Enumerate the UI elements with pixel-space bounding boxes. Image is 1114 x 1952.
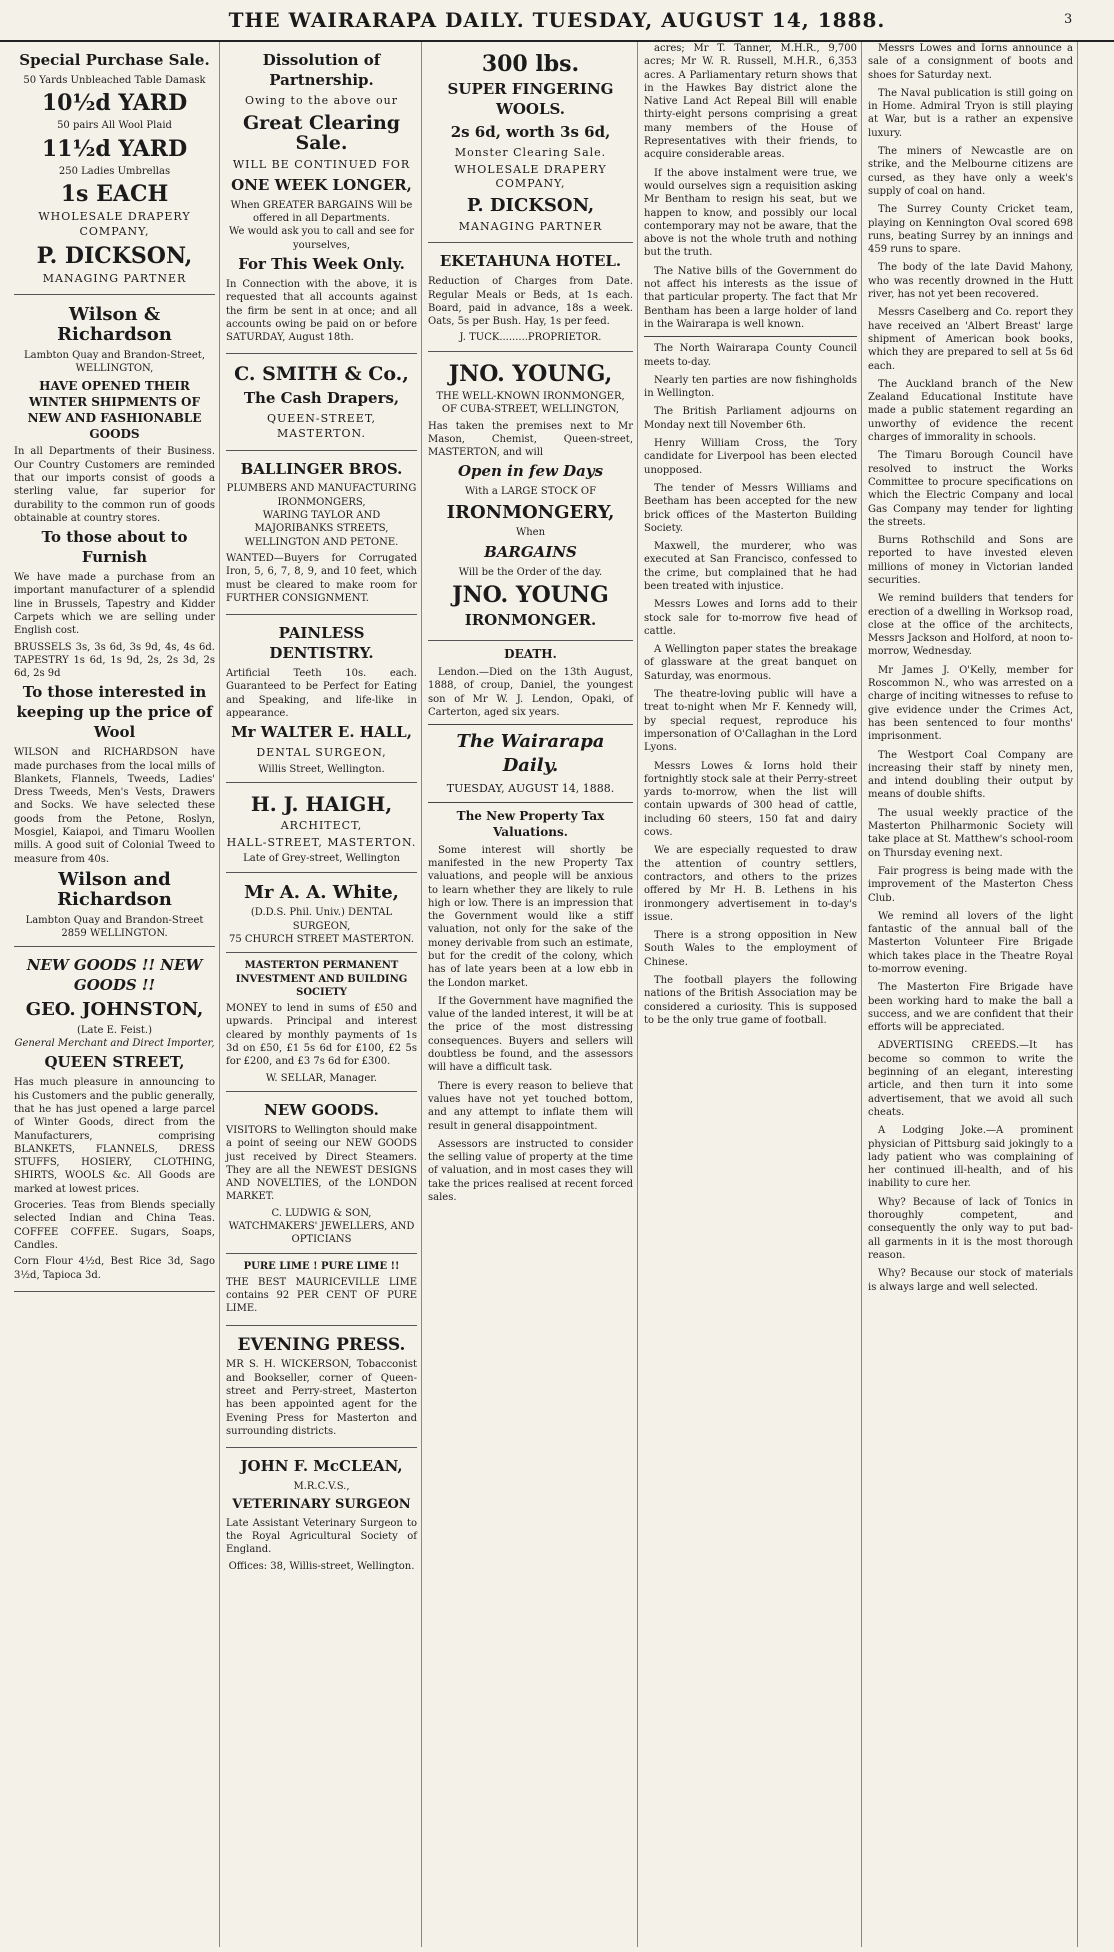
ad-role: MANAGING PARTNER (42, 271, 187, 285)
geo-johnston-ad (14, 947, 215, 1292)
ad-late: (Late E. Feist.) (76, 1024, 152, 1036)
white-dentist-ad (226, 873, 417, 954)
ad-close-role: IRONMONGER. (464, 611, 597, 630)
news-item: The body of the late David Mahony, who was recently drowned in the Hutt river, has not yet been recovered. (868, 262, 1073, 301)
masthead-title: THE WAIRARAPA DAILY. TUESDAY, AUGUST 14, 1888. (228, 8, 886, 32)
news-item: The British Parliament adjourns on Monday next till November 6th. (644, 406, 857, 431)
ad-name: H. J. HAIGH, (250, 792, 393, 817)
ad-text: MR S. H. WICKERSON, Tobacconist and Bookseller, corner of Queen-street and Perry-street, Masterton has been appointed agent for the Evening Press for Masterton and surrounding districts. (226, 1359, 417, 1437)
news-item: The Surrey County Cricket team, playing on Kennington Oval scored 698 runs, beating Surrey by an innings and 459 runs to spare. (868, 204, 1073, 256)
ad-address: WARING TAYLOR AND MAJORIBANKS STREETS, WELLINGTON AND PETONE. (244, 510, 399, 548)
ad-role: General Merchant and Direct Importer, (14, 1038, 215, 1050)
paper-date: TUESDAY, AUGUST 14, 1888. (446, 782, 615, 796)
news-item: We remind all lovers of the light fantastic of the annual ball of the Masterton Volunteer Fire Brigade which takes place in the Theatre Royal to-morrow evening. (868, 910, 1073, 975)
ad-price: 10½d YARD (41, 90, 188, 117)
ballinger-ad (226, 451, 417, 616)
fingering-wools-ad (428, 42, 633, 243)
news-item: Messrs Lowes and Iorns add to their stock sale for to-morrow five head of cattle. (644, 599, 857, 637)
ad-name: Mr WALTER E. HALL, (231, 723, 412, 742)
ad-name: JOHN F. McCLEAN, (240, 1457, 403, 1476)
ad-title: EVENING PRESS. (237, 1334, 406, 1355)
ad-title: MASTERTON PERMANENT INVESTMENT AND BUILDING SOCIETY (235, 960, 408, 998)
special-purchase-ad (14, 42, 215, 295)
c-smith-ad (226, 354, 417, 450)
ad-for: For This Week Only. (238, 255, 405, 274)
news-item: The North Wairarapa County Council meets to-day. (644, 343, 857, 368)
news-item: Messrs Lowes and Iorns announce a sale of a consignment of boots and shoes for Saturday next. (868, 43, 1073, 81)
ad-price: 1s EACH (60, 181, 169, 208)
news-item: Why? Because of lack of Tonics in thoroughly competent, and consequently the only way to put bad-all garments in it is the most thorough reason. (868, 1196, 1073, 1261)
ad-subtitle: To those interested in keeping up the price of Wool (16, 683, 213, 742)
eketahuna-hotel-ad (428, 243, 633, 351)
ad-address: Lambton Quay and Brandon-Street 2859 WELLINGTON. (25, 914, 204, 939)
ad-role: (D.D.S. Phil. Univ.) DENTAL SURGEON, (250, 907, 393, 932)
news-item: A Lodging Joke.—A prominent physician of Pittsburg said jokingly to a lady patient who was complaining of her continued ill-health, and of his inability to cure her. (868, 1125, 1073, 1190)
ad-call: We would ask you to call and see for yourselves, (229, 226, 414, 251)
news-item: A Wellington paper states the breakage of glassware at the great banquet on Saturday, was enormous. (644, 644, 857, 682)
news-item: Henry William Cross, the Tory candidate for Liverpool has been elected unopposed. (644, 438, 857, 476)
ad-title: Dissolution of Partnership. (262, 51, 381, 89)
ad-price: 2s 6d, worth 3s 6d, (450, 123, 611, 142)
ad-ironmongery: IRONMONGERY, (446, 501, 615, 523)
ad-firm: WHOLESALE DRAPERY COMPANY, (454, 162, 607, 191)
veterinary-ad (226, 1448, 417, 1579)
ad-title: PAINLESS DENTISTRY. (269, 624, 374, 663)
page-columns (10, 42, 1104, 1947)
ad-quantity: 300 lbs. (481, 51, 580, 77)
ad-proprietor: J. TUCK.........PROPRIETOR. (459, 332, 602, 344)
ad-sub: SUPER FINGERING WOOLS. (447, 80, 614, 119)
building-society-ad (226, 953, 417, 1092)
ad-credentials: M.R.C.V.S., (293, 1481, 350, 1493)
news-item: The Auckland branch of the New Zealand Educational Institute have made a public statement regarding an unworthy of evidence the recent charges of immorality in schools. (868, 378, 1073, 444)
death-notice (428, 647, 633, 719)
ad-text: VISITORS to Wellington should make a point of seeing our NEW GOODS just received by Direct Steamers. They are all the NEWEST DESIGNS AND NOVELTIES, of the LONDON MARKET. (226, 1124, 417, 1203)
ad-text: Late Assistant Veterinary Surgeon to the Royal Agricultural Society of England. (226, 1517, 417, 1556)
ad-role: DENTAL SURGEON, (256, 746, 387, 760)
ad-title: NEW GOODS. (264, 1100, 379, 1119)
ad-headline: Great Clearing Sale. (242, 111, 401, 155)
ad-firm: C. SMITH & Co., (234, 363, 409, 386)
news-item: The Timaru Borough Council have resolved to instruct the Works Committee to procure specifications on which the Electric Company and local Gas Company may tender for lighting the streets. (868, 450, 1073, 528)
ad-firm: C. LUDWIG & SON, WATCHMAKERS' JEWELLERS, AND OPTICIANS (228, 1207, 415, 1246)
article-paragraph: Some interest will shortly be manifested in the new Property Tax valuations, and people will be anxious to learn whether they are likely to rule high or low. There is an impression that the Government would like a stiff valuation, not only for the sake of the money derivable from such an estimate, but for the credit of the colony, which has of late years been at a low ebb in the London market. (428, 844, 633, 989)
ad-will: Will be the Order of the day. (458, 566, 603, 578)
ad-text: We have made a purchase from an important manufacturer of a splendid line in Brussels, Tapestry and Kidder Carpets which we are selling under English cost. (14, 572, 215, 637)
column-1 (10, 42, 220, 1947)
ad-duration: ONE WEEK LONGER, (231, 175, 412, 194)
news-item: The Native bills of the Government do not affect his interests as the issue of that particular property. The fact that Mr Bentham has been a large holder of land in the Wairarapa is well known. (644, 265, 857, 330)
ad-owner: P. DICKSON, (466, 194, 595, 216)
ad-line: 50 pairs All Wool Plaid (57, 120, 172, 132)
ad-title: PURE LIME ! PURE LIME !! (243, 1260, 400, 1272)
ad-title: Special Purchase Sale. (19, 51, 210, 69)
death-title: DEATH. (504, 647, 557, 662)
paper-name: The Wairarapa Daily. (456, 731, 605, 777)
ad-title: Wilson & Richardson (57, 304, 172, 346)
news-item: We remind builders that tenders for erection of a dwelling in Worksop road, close at the office of the architects, Messrs Jackson and Holford, at noon to-morrow, Wednesday. (868, 593, 1073, 658)
pure-lime-ad (226, 1254, 417, 1326)
ad-trade: PLUMBERS AND MANUFACTURING IRONMONGERS, (226, 483, 417, 508)
news-item: There is a strong opposition in New South Wales to the employment of Chinese. (644, 930, 857, 968)
ad-text: MONEY to lend in sums of £50 and upwards. Principal and interest cleared by monthly payments of 1s 3d on £50, £1 5s 6d for £100, £2 5s for £200, and £3 7s 6d for £300. (226, 1003, 417, 1068)
ad-owner: P. DICKSON, (36, 242, 193, 269)
news-item: Maxwell, the murderer, who was executed at San Francisco, confessed to the crime, but complained that he had been treated with injustice. (644, 541, 857, 592)
ad-address: HALL-STREET, MASTERTON. (226, 835, 417, 849)
evening-press-ad (226, 1326, 417, 1448)
news-item: The tender of Messrs Williams and Beetham has been accepted for the new brick offices of the Masterton Building Society. (644, 482, 857, 534)
ad-title: NEW GOODS !! NEW GOODS !! (26, 956, 203, 995)
ad-bargains: BARGAINS (484, 542, 577, 561)
ad-prices: BRUSSELS 3s, 3s 6d, 3s 9d, 4s, 4s 6d. TAPESTRY 1s 6d, 1s 9d, 2s, 2s 3d, 2s 6d, 2s 9d (14, 641, 215, 680)
news-item: The Naval publication is still going on in Home. Admiral Tryon is still playing at War, but is a rather an expensive luxury. (868, 87, 1073, 139)
ad-text: Has taken the premises next to Mr Mason, Chemist, Queen-street, MASTERTON, and will (428, 420, 633, 459)
ad-text: Owing to the above our (244, 93, 399, 107)
ad-subtitle: To those about to Furnish (41, 528, 188, 567)
column-3 (424, 42, 638, 1947)
news-item: acres; Mr T. Tanner, M.H.R., 9,700 acres; Mr W. R. Russell, M.H.R., 6,353 acres. A Parliamentary return shows that in the Hawkes Bay district alone the Native Land Act Repeal Bill will enable thirty-eight persons comprising a great many members of the House of Representatives with their friends, to acquire considerable areas. (644, 43, 857, 161)
ad-street: QUEEN STREET, (44, 1053, 185, 1072)
ad-close: Wilson and Richardson (57, 868, 172, 910)
ad-with: With a LARGE STOCK OF (464, 486, 597, 498)
ad-name: Mr A. A. White, (244, 881, 399, 903)
wilson-richardson-ad (14, 295, 215, 947)
ad-address: Offices: 38, Willis-street, Wellington. (228, 1560, 415, 1572)
article-paragraph: There is every reason to believe that values have not yet touched bottom, and any attempt to inflate them will result in general disappointment. (428, 1080, 633, 1132)
ad-open: Open in few Days (457, 462, 604, 481)
ad-sub: The Cash Drapers, (243, 389, 400, 408)
news-item: If the above instalment were true, we would ourselves sign a requisition asking Mr Bentham to resign his seat, but we happen to know, and possibly our local contemporary may not be aware, that the above is not the whole truth and nothing but the truth. (644, 167, 857, 259)
news-item: Messrs Caselberg and Co. report they have received an 'Albert Breast' large shipment of American book books, which they are prepared to sell at 5s 6d each. (868, 307, 1073, 372)
ad-role: THE WELL-KNOWN IRONMONGER, OF CUBA-STREET, WELLINGTON, (436, 390, 625, 416)
news-item: Fair progress is being made with the improvement of the Masterton Chess Club. (868, 865, 1073, 904)
new-goods-ad (226, 1092, 417, 1254)
haigh-ad (226, 783, 417, 873)
column-2 (222, 42, 422, 1947)
ad-secretary: W. SELLAR, Manager. (265, 1072, 378, 1084)
jno-young-ad (428, 352, 633, 641)
death-text: Lendon.—Died on the 13th August, 1888, of croup, Daniel, the youngest son of Mr W. J. Lendon, Opaki, of Carterton, aged six years. (428, 667, 633, 718)
ad-text: THE BEST MAURICEVILLE LIME contains 92 PER CENT OF PURE LIME. (226, 1276, 417, 1315)
ad-sub: WILL BE CONTINUED FOR (232, 158, 411, 172)
column-6 (1080, 42, 1104, 1947)
news-column (868, 42, 1073, 1294)
article-title: The New Property Tax Valuations. (456, 808, 605, 839)
ad-sale: Monster Clearing Sale. (454, 146, 607, 159)
ad-price: 11½d YARD (41, 135, 188, 162)
ad-firm: BALLINGER BROS. (240, 459, 403, 478)
news-item: The theatre-loving public will have a treat to-night when Mr F. Kennedy will, by special request, reproduce his impersonation of O'Callaghan in the Lord Lyons. (644, 689, 857, 754)
ad-role: ARCHITECT, (280, 819, 363, 833)
ad-line: 50 Yards Unbleached Table Damask (23, 74, 206, 86)
news-column (644, 42, 857, 1027)
ad-address: Willis Street, Wellington. (258, 763, 385, 775)
dentistry-ad (226, 615, 417, 783)
ad-address: Lambton Quay and Brandon-Street, WELLINGTON, (23, 350, 205, 375)
ad-title: VETERINARY SURGEON (232, 1497, 411, 1513)
news-item: The football players the following nations of the British Association may be considered a curiosity. This is supposed to be the only true game of football. (644, 975, 857, 1026)
ad-text: Artificial Teeth 10s. each. Guaranteed to be Perfect for Eating and Speaking, and life-like in appearance. (226, 668, 417, 719)
ad-role: MANAGING PARTNER (458, 219, 603, 233)
ad-title: EKETAHUNA HOTEL. (439, 252, 622, 271)
news-item: Burns Rothschild and Sons are reported to have invested eleven millions of money in Victorian landed securities. (868, 535, 1073, 586)
news-item: Messrs Lowes & Iorns hold their fortnightly stock sale at their Perry-street yards to-morrow, when the list will contain upwards of 300 head of cattle, including 60 steers, 150 fat and dairy cows. (644, 760, 857, 839)
news-item: The Masterton Fire Brigade have been working hard to make the ball a success, and we are confident that their efforts will be appreciated. (868, 982, 1073, 1034)
ad-when: When (515, 527, 546, 539)
ad-line: 250 Ladies Umbrellas (58, 165, 171, 177)
news-item: Nearly ten parties are now fishingholds in Wellington. (644, 374, 857, 400)
ad-heading: HAVE OPENED THEIR WINTER SHIPMENTS OF NEW AND FASHIONABLE GOODS (27, 378, 202, 441)
news-item: Mr James J. O'Kelly, member for Roscommon N., who was arrested on a charge of inciting witnesses to refuse to give evidence under the Crimes Act, has been sentenced to four months' imprisonment. (868, 664, 1073, 743)
ad-note: When GREATER BARGAINS Will be offered in all Departments. (230, 199, 413, 225)
column-4 (640, 42, 862, 1947)
ad-text: WANTED—Buyers for Corrugated Iron, 5, 6, 7, 8, 9, and 10 feet, which must be cleared to make room for FURTHER CONSIGNMENT. (226, 552, 417, 604)
news-item: The usual weekly practice of the Masterton Philharmonic Society will take place at St. Matthew's school-room on Thursday evening next. (868, 807, 1073, 859)
editorial-article (428, 809, 633, 1205)
ad-firm: WHOLESALE DRAPERY COMPANY, (38, 210, 191, 239)
article-paragraph: Assessors are instructed to consider the selling value of property at the time of valuation, and in most cases they will take the prices realised at recent forced sales. (428, 1138, 633, 1204)
ad-text: In all Departments of their Business. Our Country Customers are reminded that our imports consist of goods a sterling value, far superior for durability to the common run of goods obtainable at country stores. (14, 446, 215, 524)
news-item: Why? Because our stock of materials is always large and well selected. (868, 1268, 1073, 1293)
news-item: We are especially requested to draw the attention of country settlers, contractors, and others to the prizes offered by Mr H. B. Lethens in his ironmongery advertisement in to-day's issue. (644, 845, 857, 923)
ad-late: Late of Grey-street, Wellington (243, 853, 400, 865)
ad-name: JNO. YOUNG, (448, 360, 613, 387)
ad-address: 75 CHURCH STREET MASTERTON. (228, 934, 415, 945)
ad-close: Corn Flour 4½d, Best Rice 3d, Sago 3½d, Tapioca 3d. (14, 1256, 215, 1281)
ad-close: JNO. YOUNG (452, 581, 609, 608)
news-item: The Westport Coal Company are increasing their staff by ninety men, and intend doubling their output by means of double shifts. (868, 749, 1073, 801)
ad-text: WILSON and RICHARDSON have made purchases from the local mills of Blankets, Flannels, Tweeds, Ladies' Dress Tweeds, Men's Vests, Drawers and Socks. We have selected these goods from the Petone, Roslyn, Mosgiel, Kaiapoi, and Timaru Woollen mills. A good suit of Colonial Tweed to measure from 40s. (14, 747, 215, 865)
ad-text: Reduction of Charges from Date. Regular Meals or Beds, at 1s each. Board, paid in advance, 18s a week. Oats, 5s per Bush. Hay, 1s per feed. (428, 276, 633, 328)
ad-address: QUEEN-STREET, MASTERTON. (266, 412, 377, 440)
article-paragraph: If the Government have magnified the value of the landed interest, it will be at the price of the most distressing consequences. Buyers and sellers will doubtless be found, and the assessors will have a difficult task. (428, 995, 633, 1074)
page-number: 3 (1064, 12, 1073, 27)
ad-notice: In Connection with the above, it is requested that all accounts against the firm be sent in at once; and all accounts owing be paid on or before SATURDAY, August 18th. (226, 278, 417, 344)
masthead (0, 0, 1114, 42)
ad-text: Has much pleasure in announcing to his Customers and the public generally, that he has just opened a large parcel of Winter Goods, direct from the Manufacturers, comprising BLANKETS, FLANNELS, DRESS STUFFS, HOSIERY, CLOTHING, SHIRTS, WOOLS &c. All Goods are marked at lowest prices. (14, 1077, 215, 1195)
news-item: ADVERTISING CREEDS.—It has become so common to write the beginning of an elegant, interesting article, and then turn it into some advertisement, that we avoid all such cheats. (868, 1040, 1073, 1118)
ad-name: GEO. JOHNSTON, (25, 999, 204, 1021)
column-5 (864, 42, 1078, 1947)
news-item: The miners of Newcastle are on strike, and the Melbourne citizens are cursed, as they have only a week's supply of coal on hand. (868, 146, 1073, 197)
dissolution-ad (226, 42, 417, 354)
ad-items: Groceries. Teas from Blends specially selected Indian and China Teas. COFFEE COFFEE. Sugars, Soaps, Candles. (14, 1200, 215, 1251)
